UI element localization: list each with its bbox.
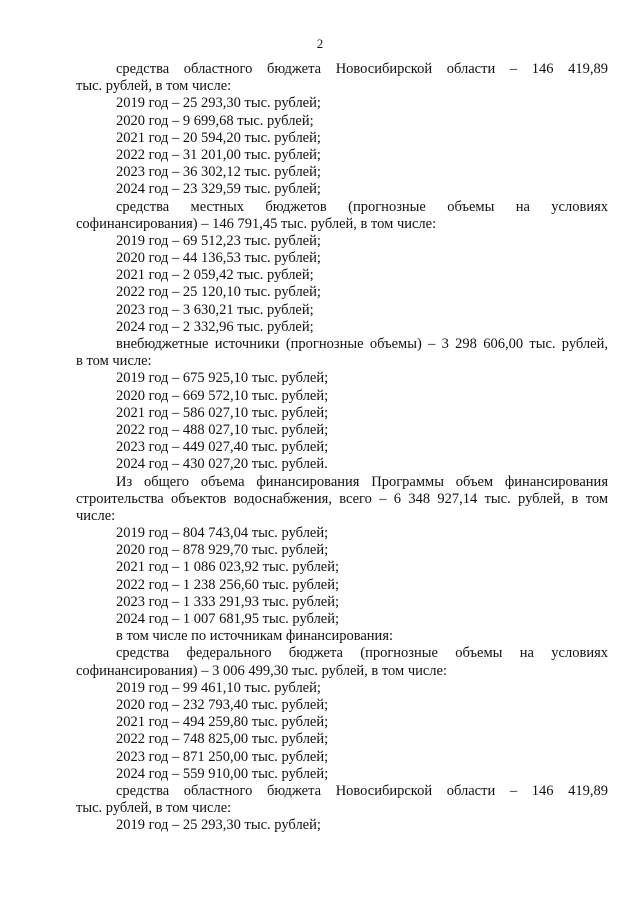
list-item: 2021 год – 586 027,10 тыс. рублей; bbox=[116, 404, 329, 421]
list-item: 2021 год – 1 086 023,92 тыс. рублей; bbox=[116, 559, 340, 576]
list-item: 2019 год – 675 925,10 тыс. рублей; bbox=[116, 370, 329, 387]
list-item: 2019 год – 25 293,30 тыс. рублей; bbox=[116, 817, 321, 834]
list-item: 2021 год – 20 594,20 тыс. рублей; bbox=[116, 129, 321, 146]
list-item: 2022 год – 31 201,00 тыс. рублей; bbox=[116, 146, 321, 163]
list-item: 2020 год – 232 793,40 тыс. рублей; bbox=[116, 696, 329, 713]
paragraph-line: софинансирования) – 146 791,45 тыс. рублей, в том числе: bbox=[76, 215, 437, 232]
list-item: 2020 год – 44 136,53 тыс. рублей; bbox=[116, 250, 321, 267]
paragraph-line: в том числе: bbox=[76, 353, 152, 370]
list-item: 2019 год – 804 743,04 тыс. рублей; bbox=[116, 525, 329, 542]
paragraph-line: софинансирования) – 3 006 499,30 тыс. рублей, в том числе: bbox=[76, 662, 448, 679]
paragraph-line: средства областного бюджета Новосибирской области – 146 419,89 bbox=[116, 782, 608, 799]
list-item: 2024 год – 2 332,96 тыс. рублей; bbox=[116, 318, 314, 335]
list-item: 2023 год – 36 302,12 тыс. рублей; bbox=[116, 164, 321, 181]
list-item: 2022 год – 748 825,00 тыс. рублей; bbox=[116, 731, 329, 748]
list-item: 2019 год – 69 512,23 тыс. рублей; bbox=[116, 232, 321, 249]
list-item: 2019 год – 99 461,10 тыс. рублей; bbox=[116, 679, 321, 696]
paragraph-line: тыс. рублей, в том числе: bbox=[76, 800, 232, 817]
paragraph-line: числе: bbox=[76, 507, 116, 524]
list-item: 2024 год – 559 910,00 тыс. рублей; bbox=[116, 765, 329, 782]
paragraph-line: строительства объектов водоснабжения, всего – 6 348 927,14 тыс. рублей, в том bbox=[76, 490, 608, 507]
list-item: 2024 год – 1 007 681,95 тыс. рублей; bbox=[116, 611, 340, 627]
page-number: 2 bbox=[316, 36, 324, 51]
list-item: 2023 год – 871 250,00 тыс. рублей; bbox=[116, 748, 329, 765]
list-item: 2021 год – 2 059,42 тыс. рублей; bbox=[116, 267, 314, 284]
paragraph-line: Из общего объема финансирования Программы объем финансирования bbox=[116, 473, 608, 490]
list-item: 2020 год – 878 929,70 тыс. рублей; bbox=[116, 542, 329, 559]
paragraph-line: внебюджетные источники (прогнозные объемы) – 3 298 606,00 тыс. рублей, bbox=[116, 336, 608, 352]
list-item: 2022 год – 25 120,10 тыс. рублей; bbox=[116, 284, 321, 301]
list-item: 2019 год – 25 293,30 тыс. рублей; bbox=[116, 95, 321, 112]
paragraph-line: средства областного бюджета Новосибирской области – 146 419,89 bbox=[116, 61, 608, 77]
list-item: 2020 год – 9 699,68 тыс. рублей; bbox=[116, 112, 314, 129]
list-item: 2024 год – 23 329,59 тыс. рублей; bbox=[116, 181, 321, 198]
paragraph-line: средства местных бюджетов (прогнозные объемы на условиях bbox=[116, 198, 608, 215]
list-item: 2020 год – 669 572,10 тыс. рублей; bbox=[116, 387, 329, 404]
list-item: в том числе по источникам финансирования: bbox=[116, 628, 394, 645]
list-item: 2021 год – 494 259,80 тыс. рублей; bbox=[116, 714, 329, 731]
list-item: 2022 год – 488 027,10 тыс. рублей; bbox=[116, 421, 329, 438]
document-body bbox=[76, 61, 608, 834]
list-item: 2023 год – 1 333 291,93 тыс. рублей; bbox=[116, 593, 340, 610]
list-item: 2023 год – 3 630,21 тыс. рублей; bbox=[116, 301, 314, 318]
list-item: 2022 год – 1 238 256,60 тыс. рублей; bbox=[116, 576, 340, 593]
list-item: 2023 год – 449 027,40 тыс. рублей; bbox=[116, 439, 329, 456]
paragraph-line: средства федерального бюджета (прогнозные объемы на условиях bbox=[116, 645, 608, 662]
list-item: 2024 год – 430 027,20 тыс. рублей. bbox=[116, 456, 328, 473]
paragraph-line: тыс. рублей, в том числе: bbox=[76, 78, 232, 95]
